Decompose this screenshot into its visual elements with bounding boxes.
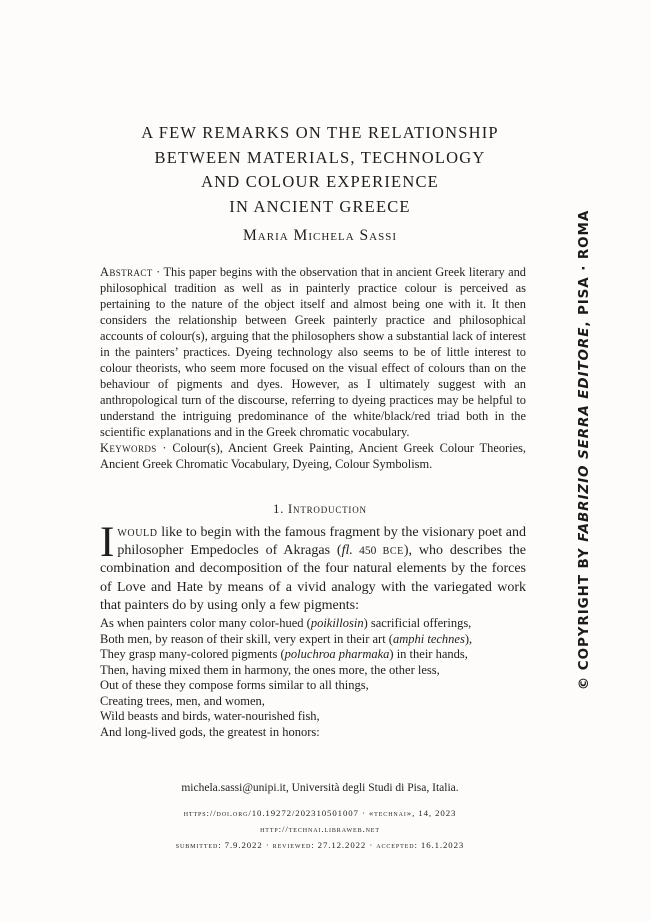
article-title — [60, 121, 580, 219]
author-affiliation: michela.sassi@unipi.it, Università degli Studi di Pisa, Italia. — [181, 782, 459, 794]
abstract-paragraph — [100, 264, 526, 440]
verse-text: Both men, by reason of their skill, very expert in their art ( — [100, 631, 393, 646]
verse-greek-term: poikillosin — [310, 616, 364, 630]
verse-line — [100, 632, 540, 648]
verse-line — [100, 694, 540, 710]
verse-text: Out of these they compose forms similar to all things, — [100, 678, 369, 692]
verse-text: Wild beasts and birds, water-nourished fish, — [100, 709, 320, 723]
era-abbrev: bce — [382, 543, 404, 559]
verse-greek-term: poluchroa pharmaka — [284, 647, 390, 661]
intro-lead-word: would — [117, 525, 158, 540]
verse-text: ) sacrificial offerings, — [363, 616, 472, 630]
verse-line — [100, 678, 540, 694]
title-line: A FEW REMARKS ON THE RELATIONSHIP — [141, 123, 499, 142]
doi-line: https://doi.org/10.19272/202310501007 · «technai», 14, 2023 — [183, 808, 457, 818]
verse-quote — [100, 616, 540, 740]
title-line: IN ANCIENT GREECE — [229, 196, 411, 216]
copyright-text: © COPYRIGHT BY — [576, 541, 592, 691]
verse-line — [100, 647, 540, 663]
intro-text: like to begin with the famous fragment by the visionary poet and philosopher Empedocles of Akragas ( — [117, 525, 526, 559]
verse-text: And long-lived gods, the greatest in honors: — [100, 724, 320, 739]
title-line: BETWEEN MATERIALS, TECHNOLOGY — [154, 147, 486, 167]
intro-text: ), who describes the combination and decomposition of the four natural elements by the forces of Love and Hate by means of a vivid analogy with the variegated work that painters do by using only a few pigments: — [100, 543, 527, 613]
keywords-separator: · — [156, 441, 173, 455]
verse-line — [100, 663, 540, 679]
abstract-separator: · — [152, 265, 164, 279]
verse-text: As when painters color many color-hued ( — [100, 616, 311, 630]
dates-line: submitted: 7.9.2022 · reviewed: 27.12.2022 · accepted: 16.1.2023 — [175, 840, 465, 850]
keywords-text: Colour(s), Ancient Greek Painting, Ancient Greek Colour Theories, Ancient Greek Chromatic Vocabulary, Dyeing, Colour Symbolism. — [100, 441, 527, 471]
floruit-abbrev: fl. — [341, 543, 353, 559]
copyright-notice — [576, 210, 592, 690]
abstract-text: This paper begins with the observation that in ancient Greek literary and philosophical tradition as well as in painterly practice colour is perceived as pertaining to the nature of the object itself and almost being one with it. It then considers the relationship between Greek painterly practice and philosophical accounts of colour(s), arguing that the philosophers show a substantial lack of interest in the painters’ practices. Dyeing technology also seems to be of little interest to colour theorists, who seem more focused on the visual effect of colours than on the behaviour of pigments and dyes. However, as I ultimately suggest with an anthropological turn of the discourse, referring to dyeing practices may be helpful to understand the intriguing predominance of the white/black/red triad both in the scientific explanations and in the Greek chromatic vocabulary. — [100, 265, 526, 439]
publisher-name: FABRIZIO SERRA EDITORE — [576, 326, 592, 542]
drop-cap: I — [100, 519, 115, 566]
verse-text: Then, having mixed them in harmony, the ones more, the other less, — [100, 662, 440, 677]
abstract-label: Abstract — [100, 265, 153, 279]
keywords-label: Keywords — [100, 441, 157, 455]
verse-greek-term: amphi technes — [392, 631, 465, 646]
intro-paragraph — [100, 519, 527, 615]
verse-line — [100, 709, 540, 725]
copyright-text: , PISA · ROMA — [576, 209, 592, 327]
verse-text: ), — [464, 631, 473, 646]
author-name: Maria Michela Sassi — [243, 227, 397, 244]
keywords-paragraph — [100, 440, 526, 472]
date-number: 450 — [352, 545, 383, 558]
website-line: http://technai.libraweb.net — [260, 824, 380, 834]
title-line: AND COLOUR EXPERIENCE — [201, 172, 439, 191]
verse-line — [100, 616, 540, 632]
section-heading: 1. Introduction — [273, 502, 367, 516]
verse-text: ) in their hands, — [389, 647, 468, 661]
verse-text: They grasp many-colored pigments ( — [100, 647, 285, 661]
verse-line — [100, 725, 540, 741]
abstract-block — [100, 264, 526, 472]
verse-text: Creating trees, men, and women, — [100, 693, 265, 708]
